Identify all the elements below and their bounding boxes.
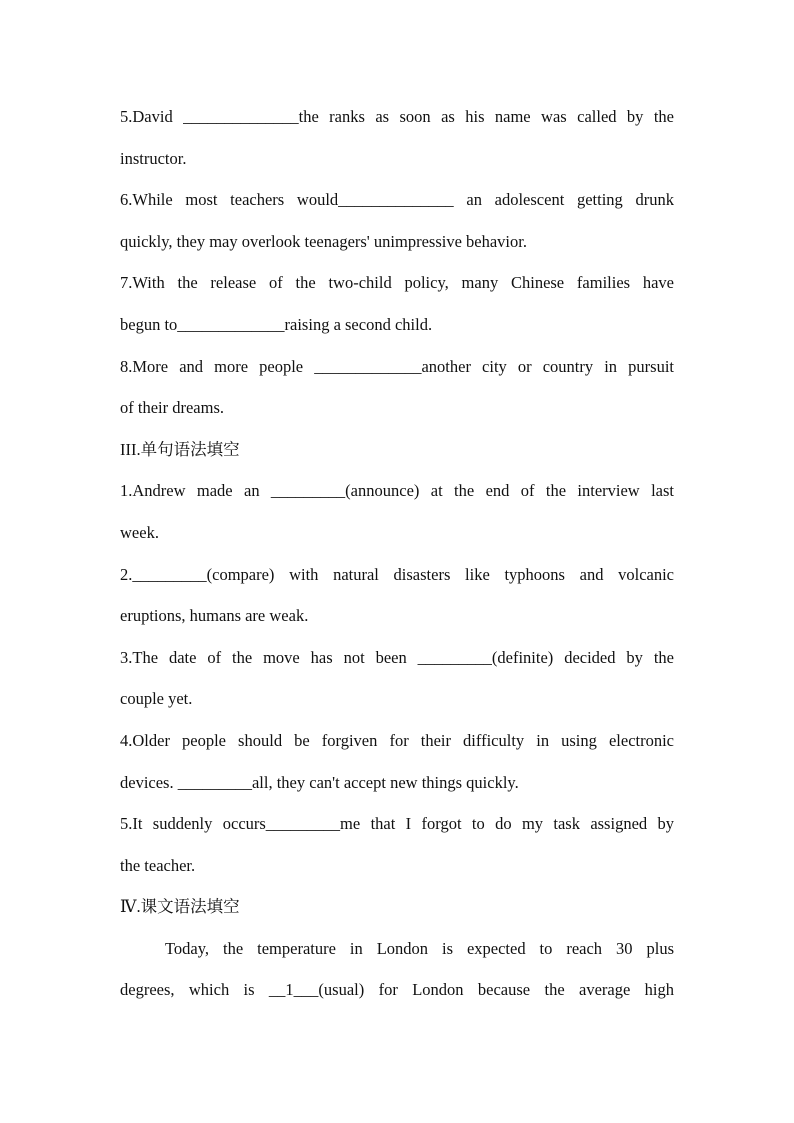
exercise-line: 6.While most teachers would______________ an adolescent getting drunk — [120, 190, 674, 210]
section-heading: Ⅳ.课文语法填空 — [120, 897, 240, 917]
exercise-line: eruptions, humans are weak. — [120, 606, 309, 626]
exercise-line: week. — [120, 522, 159, 542]
exercise-line: quickly, they may overlook teenagers' unimpressive behavior. — [120, 231, 527, 251]
exercise-line: instructor. — [120, 148, 187, 168]
exercise-line: couple yet. — [120, 689, 193, 709]
exercise-line: begun to_____________raising a second child. — [120, 314, 433, 334]
exercise-line: 1.Andrew made an _________(announce) at the end of the interview last — [120, 481, 674, 501]
section-heading: III.单句语法填空 — [120, 439, 240, 459]
exercise-line: the teacher. — [120, 855, 196, 875]
exercise-line: 5.David ______________the ranks as soon as his name was called by the — [120, 107, 674, 126]
exercise-line: 2._________(compare) with natural disasters like typhoons and volcanic — [120, 564, 674, 584]
exercise-line: 4.Older people should be forgiven for their difficulty in using electronic — [120, 730, 674, 750]
exercise-line: 7.With the release of the two-child policy, many Chinese families have — [120, 273, 674, 293]
passage-line: Today, the temperature in London is expected to reach 30 plus — [165, 938, 674, 958]
exercise-line: 3.The date of the move has not been _________(definite) decided by the — [120, 647, 674, 667]
passage-line: degrees, which is __1___(usual) for London because the average high — [120, 980, 674, 1000]
exercise-line: 8.More and more people _____________another city or country in pursuit — [120, 356, 674, 376]
document-page — [120, 96, 674, 1011]
exercise-line: devices. _________all, they can't accept new things quickly. — [120, 772, 519, 792]
exercise-line: 5.It suddenly occurs_________me that I forgot to do my task assigned by — [120, 814, 674, 834]
exercise-line: of their dreams. — [120, 398, 225, 418]
